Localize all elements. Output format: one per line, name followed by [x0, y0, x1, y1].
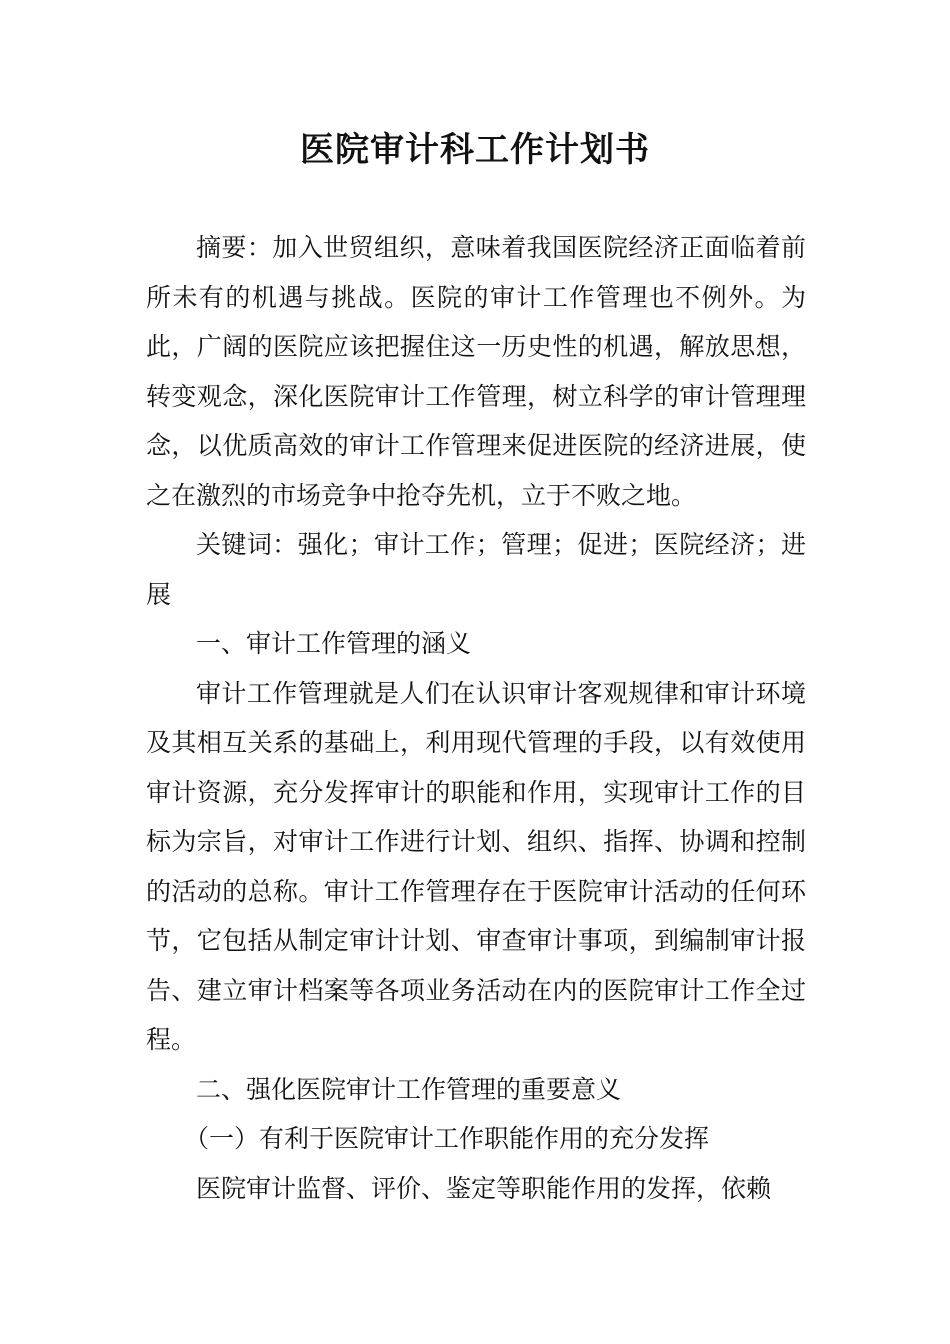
subsection-heading-1: （一）有利于医院审计工作职能作用的充分发挥: [184, 1124, 710, 1153]
abstract-paragraph: 摘要：加入世贸组织，意味着我国医院经济正面临着前所未有的机遇与挑战。医院的审计工作管理也不例外。为此，广阔的医院应该把握住这一历史性的机遇，解放思想，转变观念，深化医院审计工作管理，树立科学的审计管理理念，以优质高效的审计工作管理来促进医院的经济进展，使之在激烈的市场竞争中抢夺先机，立于不败之地。: [146, 233, 806, 510]
body-paragraph: 医院审计监督、评价、鉴定等职能作用的发挥，依赖: [196, 1173, 772, 1203]
document-title: 医院审计科工作计划书: [300, 130, 650, 170]
keywords-paragraph: 关键词：强化；审计工作；管理；促进；医院经济；进展: [146, 530, 806, 609]
body-paragraph: 审计工作管理就是人们在认识审计客观规律和审计环境及其相互关系的基础上，利用现代管理的手段，以有效使用审计资源，充分发挥审计的职能和作用，实现审计工作的目标为宗旨，对审计工作进行计划、组织、指挥、协调和控制的活动的总称。审计工作管理存在于医院审计活动的任何环节，它包括从制定审计计划、审查审计事项，到编制审计报告、建立审计档案等各项业务活动在内的医院审计工作全过程。: [146, 678, 806, 1054]
section-heading-1: 一、审计工作管理的涵义: [196, 629, 472, 658]
document-body: [146, 223, 806, 1213]
section-heading-2: 二、强化医院审计工作管理的重要意义: [196, 1074, 622, 1104]
